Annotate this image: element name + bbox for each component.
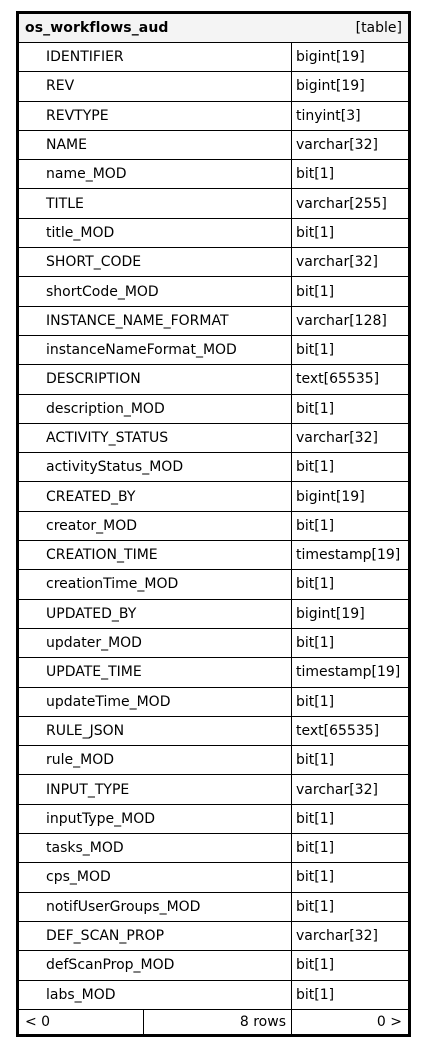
column-type: bit[1] <box>296 840 335 857</box>
table-row <box>19 102 408 131</box>
column-name: UPDATE_TIME <box>19 658 292 686</box>
column-name: ACTIVITY_STATUS <box>19 424 292 452</box>
table-row <box>19 717 408 746</box>
column-type: varchar[255] <box>296 195 387 212</box>
column-name: creationTime_MOD <box>19 570 292 598</box>
column-name: TITLE <box>19 189 292 217</box>
table-row <box>19 775 408 804</box>
table-kind-label: [table] <box>355 20 402 36</box>
column-type: bit[1] <box>296 166 335 183</box>
table-row <box>19 834 408 863</box>
table-row <box>19 893 408 922</box>
table-row <box>19 482 408 511</box>
column-name: REV <box>19 72 292 100</box>
table-row <box>19 160 408 189</box>
column-type: bit[1] <box>296 898 335 915</box>
column-name: shortCode_MOD <box>19 277 292 305</box>
table-row <box>19 336 408 365</box>
column-name: CREATION_TIME <box>19 541 292 569</box>
column-name: UPDATED_BY <box>19 600 292 628</box>
column-name: title_MOD <box>19 219 292 247</box>
table-name: os_workflows_aud <box>25 20 169 36</box>
column-type: bigint[19] <box>296 49 365 66</box>
column-name: defScanProp_MOD <box>19 951 292 979</box>
column-type: bit[1] <box>296 342 335 359</box>
column-name: description_MOD <box>19 395 292 423</box>
column-name: activityStatus_MOD <box>19 453 292 481</box>
column-type: bit[1] <box>296 693 335 710</box>
column-name: CREATED_BY <box>19 482 292 510</box>
table-row <box>19 424 408 453</box>
column-type: text[65535] <box>296 722 380 739</box>
column-type: bit[1] <box>296 635 335 652</box>
table-row <box>19 951 408 980</box>
column-name: inputType_MOD <box>19 805 292 833</box>
column-type: varchar[32] <box>296 781 378 798</box>
column-name: DEF_SCAN_PROP <box>19 922 292 950</box>
column-type: varchar[32] <box>296 430 378 446</box>
column-name: INPUT_TYPE <box>19 775 292 803</box>
column-name: rule_MOD <box>19 746 292 774</box>
column-type: timestamp[19] <box>296 547 401 564</box>
pager-next[interactable]: 0 > <box>376 1013 402 1030</box>
column-name: notifUserGroups_MOD <box>19 893 292 921</box>
column-name: updater_MOD <box>19 629 292 657</box>
table-row <box>19 453 408 482</box>
column-type: bit[1] <box>296 400 335 417</box>
column-type: bit[1] <box>296 283 335 300</box>
table-row <box>19 600 408 629</box>
table-row <box>19 981 408 1010</box>
column-type: bit[1] <box>296 576 335 593</box>
column-type: tinyint[3] <box>296 107 361 124</box>
table-card <box>16 11 411 1037</box>
table-footer <box>19 1010 408 1034</box>
column-name: SHORT_CODE <box>19 248 292 276</box>
column-name: NAME <box>19 131 292 159</box>
table-row <box>19 72 408 101</box>
column-name: tasks_MOD <box>19 834 292 862</box>
table-header <box>19 14 408 43</box>
column-name: IDENTIFIER <box>19 43 292 71</box>
table-row <box>19 189 408 218</box>
column-type: bigint[19] <box>296 488 365 505</box>
column-type: bit[1] <box>296 957 335 974</box>
column-name: RULE_JSON <box>19 717 292 745</box>
column-type: bigint[19] <box>296 605 365 622</box>
table-row <box>19 395 408 424</box>
column-type: bit[1] <box>296 752 335 769</box>
table-row <box>19 219 408 248</box>
column-type: bit[1] <box>296 459 335 476</box>
column-type: bit[1] <box>296 224 335 241</box>
column-type: bit[1] <box>296 517 335 534</box>
column-type: bit[1] <box>296 810 335 827</box>
column-type: bigint[19] <box>296 78 365 95</box>
table-row <box>19 307 408 336</box>
table-row <box>19 43 408 72</box>
table-row <box>19 131 408 160</box>
column-name: name_MOD <box>19 160 292 188</box>
table-row <box>19 541 408 570</box>
column-name: instanceNameFormat_MOD <box>19 336 292 364</box>
column-type: varchar[32] <box>296 928 378 945</box>
table-row <box>19 863 408 892</box>
column-name: DESCRIPTION <box>19 365 292 393</box>
column-type: varchar[128] <box>296 312 387 329</box>
column-name: INSTANCE_NAME_FORMAT <box>19 307 292 335</box>
table-row <box>19 570 408 599</box>
column-name: REVTYPE <box>19 102 292 130</box>
table-row <box>19 658 408 687</box>
column-list <box>19 43 408 1010</box>
column-type: text[65535] <box>296 371 380 388</box>
row-count: 8 rows <box>144 1010 292 1034</box>
pager-previous[interactable]: < 0 <box>19 1010 144 1034</box>
column-type: varchar[32] <box>296 137 378 154</box>
table-row <box>19 922 408 951</box>
table-row <box>19 512 408 541</box>
column-type: timestamp[19] <box>296 664 401 681</box>
table-row <box>19 805 408 834</box>
column-type: bit[1] <box>296 986 335 1003</box>
table-row <box>19 688 408 717</box>
table-row <box>19 365 408 394</box>
column-type: bit[1] <box>296 869 335 886</box>
table-row <box>19 746 408 775</box>
table-row <box>19 248 408 277</box>
column-name: cps_MOD <box>19 863 292 891</box>
table-row <box>19 277 408 306</box>
column-type: varchar[32] <box>296 254 378 271</box>
column-name: updateTime_MOD <box>19 688 292 716</box>
table-row <box>19 629 408 658</box>
column-name: labs_MOD <box>19 981 292 1009</box>
column-name: creator_MOD <box>19 512 292 540</box>
